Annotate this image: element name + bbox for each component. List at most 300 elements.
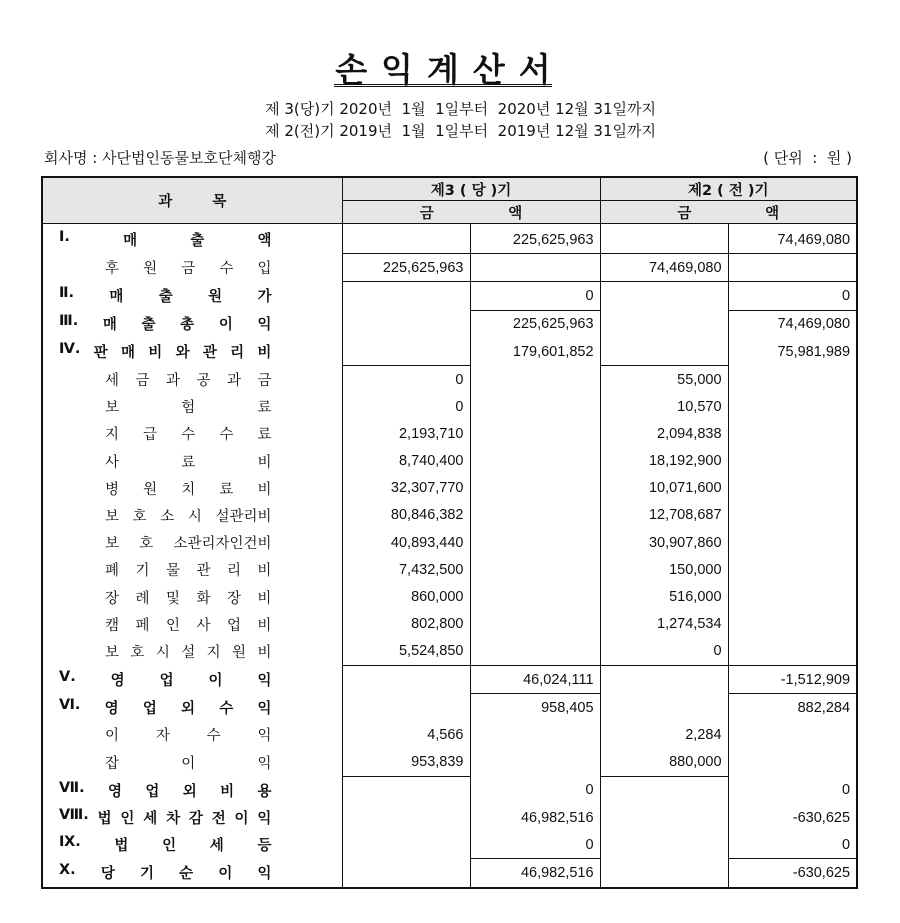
- label-token: 수: [219, 261, 234, 278]
- prior-detail-amount: [600, 310, 728, 338]
- current-detail-amount: 4,566: [342, 721, 470, 748]
- label-token: 폐: [105, 563, 120, 580]
- statement-row: [42, 224, 857, 254]
- label-token: 인: [162, 838, 177, 855]
- label-token: 캠: [105, 617, 120, 634]
- account-title: [49, 780, 336, 801]
- account-title: [49, 313, 336, 334]
- label-token: 수: [206, 728, 221, 745]
- amount-char-2: 액: [765, 205, 780, 222]
- current-total-amount: 46,982,516: [470, 859, 600, 888]
- statement-row: [42, 694, 857, 722]
- header-prior-amount: [600, 201, 857, 224]
- label-token: 수: [219, 427, 234, 444]
- current-detail-amount: [342, 694, 470, 722]
- label-token: 영: [104, 701, 119, 718]
- label-token: 보: [105, 536, 120, 553]
- current-detail-amount: 8,740,400: [342, 448, 470, 475]
- current-detail-amount: 953,839: [342, 749, 470, 777]
- label-token: 관: [196, 563, 211, 580]
- prior-detail-amount: 10,570: [600, 393, 728, 420]
- label-token: 당: [100, 866, 115, 883]
- label-token: 익: [257, 701, 272, 718]
- header-current-period: 제3 ( 당 )기: [342, 177, 600, 201]
- label-token: 등: [257, 838, 272, 855]
- label-token: 호: [139, 536, 154, 553]
- row-label-cell: [42, 583, 342, 610]
- label-token: 업: [145, 783, 160, 800]
- label-token: 비: [257, 617, 272, 634]
- account-subitem: [49, 641, 336, 662]
- account-subitem: [49, 587, 336, 608]
- label-token: 외: [181, 701, 196, 718]
- row-label-cell: [42, 611, 342, 638]
- label-token: 비: [257, 590, 272, 607]
- label-token: 리: [230, 345, 245, 362]
- label-token: Ⅱ.: [59, 285, 75, 302]
- prior-total-amount: [728, 556, 857, 583]
- account-subitem: [49, 614, 336, 635]
- current-total-amount: [470, 475, 600, 502]
- account-subitem: [49, 451, 336, 472]
- statement-row: [42, 556, 857, 583]
- label-token: 세: [209, 838, 224, 855]
- statement-row: [42, 475, 857, 502]
- prior-total-amount: [728, 448, 857, 475]
- label-token: 료: [257, 427, 272, 444]
- label-token: 매: [121, 345, 136, 362]
- label-token: 비: [257, 345, 272, 362]
- current-total-amount: [470, 583, 600, 610]
- label-token: 인: [120, 811, 135, 828]
- current-total-amount: 0: [470, 282, 600, 310]
- current-detail-amount: [342, 310, 470, 338]
- current-detail-amount: 40,893,440: [342, 529, 470, 556]
- label-token: 비: [257, 645, 272, 662]
- amount-char-1: 금: [419, 205, 434, 222]
- prior-total-amount: -630,625: [728, 804, 857, 831]
- current-detail-amount: [342, 224, 470, 254]
- label-token: 익: [257, 317, 272, 334]
- prior-detail-amount: [600, 694, 728, 722]
- account-title: [49, 285, 336, 306]
- label-token: 수: [219, 701, 234, 718]
- current-detail-amount: [342, 282, 470, 310]
- label-token: 순: [179, 866, 194, 883]
- label-token: 사: [105, 454, 120, 471]
- current-detail-amount: [342, 859, 470, 888]
- label-token: 보: [105, 645, 120, 662]
- current-total-amount: 0: [470, 776, 600, 804]
- statement-row: [42, 721, 857, 748]
- label-token: 기: [140, 866, 155, 883]
- label-token: 액: [257, 233, 272, 250]
- account-title: [49, 229, 336, 250]
- label-token: 영: [107, 783, 122, 800]
- label-token: 사: [196, 617, 211, 634]
- current-total-amount: [470, 502, 600, 529]
- current-total-amount: [470, 721, 600, 748]
- label-token: 호: [132, 508, 147, 525]
- label-token: Ⅳ.: [59, 341, 81, 358]
- current-total-amount: [470, 556, 600, 583]
- label-token: 매: [123, 233, 138, 250]
- current-total-amount: [470, 749, 600, 777]
- label-token: 비: [257, 481, 272, 498]
- account-subitem: [49, 559, 336, 580]
- label-token: 매: [109, 289, 124, 306]
- label-token: 수: [181, 427, 196, 444]
- company-name: 회사명 : 사단법인동물보호단체행강: [44, 149, 276, 167]
- prior-total-amount: [728, 254, 857, 282]
- row-label-cell: [42, 831, 342, 859]
- account-subitem: [49, 257, 336, 278]
- label-token: 이: [181, 755, 196, 772]
- label-token: 이: [218, 317, 233, 334]
- statement-row: [42, 749, 857, 777]
- statement-row: [42, 393, 857, 420]
- header-prior-period: 제2 ( 전 )기: [600, 177, 857, 201]
- current-detail-amount: 0: [342, 393, 470, 420]
- label-token: 용: [257, 783, 272, 800]
- label-token: 치: [181, 481, 196, 498]
- label-token: 매: [102, 317, 117, 334]
- label-token: 지: [105, 427, 120, 444]
- label-token: Ⅵ.: [59, 697, 81, 714]
- row-label-cell: [42, 254, 342, 282]
- row-label-cell: [42, 749, 342, 777]
- label-token: 비: [257, 454, 272, 471]
- current-detail-amount: 860,000: [342, 583, 470, 610]
- label-token: 이: [208, 673, 223, 690]
- prior-total-amount: [728, 420, 857, 447]
- current-total-amount: 225,625,963: [470, 224, 600, 254]
- statement-row: [42, 529, 857, 556]
- label-token: 물: [165, 563, 180, 580]
- label-token: 시: [187, 508, 202, 525]
- account-title: [49, 341, 336, 362]
- prior-detail-amount: [600, 666, 728, 694]
- account-subitem: [49, 505, 336, 526]
- prior-detail-amount: 150,000: [600, 556, 728, 583]
- prior-detail-amount: 12,708,687: [600, 502, 728, 529]
- account-subitem: [49, 752, 336, 773]
- label-token: 원: [232, 645, 247, 662]
- current-total-amount: 46,024,111: [470, 666, 600, 694]
- current-total-amount: [470, 529, 600, 556]
- label-token: 업: [159, 673, 174, 690]
- label-token: 비: [148, 345, 163, 362]
- row-label-cell: [42, 804, 342, 831]
- label-token: 급: [143, 427, 158, 444]
- label-token: 례: [135, 590, 150, 607]
- income-statement-table: [41, 176, 858, 889]
- prior-total-amount: -1,512,909: [728, 666, 857, 694]
- account-title: [49, 862, 336, 883]
- statement-row: [42, 666, 857, 694]
- statement-row: [42, 254, 857, 282]
- statement-row: [42, 776, 857, 804]
- label-token: 료: [181, 454, 196, 471]
- label-token: 이: [105, 728, 120, 745]
- current-total-amount: 958,405: [470, 694, 600, 722]
- row-label-cell: [42, 475, 342, 502]
- current-total-amount: [470, 420, 600, 447]
- label-token: 장: [226, 590, 241, 607]
- statement-row: [42, 448, 857, 475]
- current-detail-amount: [342, 338, 470, 366]
- label-token: Ⅶ.: [59, 779, 85, 796]
- label-token: 영: [110, 673, 125, 690]
- row-label-cell: [42, 666, 342, 694]
- current-detail-amount: 7,432,500: [342, 556, 470, 583]
- prior-total-amount: 74,469,080: [728, 224, 857, 254]
- current-detail-amount: 5,524,850: [342, 638, 470, 666]
- label-token: 화: [196, 590, 211, 607]
- current-total-amount: 46,982,516: [470, 804, 600, 831]
- label-token: 세: [143, 811, 158, 828]
- prior-total-amount: [728, 583, 857, 610]
- label-token: Ⅴ.: [59, 669, 76, 686]
- label-token: Ⅷ.: [59, 807, 89, 824]
- prior-detail-amount: 880,000: [600, 749, 728, 777]
- label-token: 법: [114, 838, 129, 855]
- label-token: Ⅸ.: [59, 834, 81, 851]
- account-title: [49, 834, 336, 855]
- account-title: [49, 807, 336, 828]
- label-token: 전: [211, 811, 226, 828]
- current-detail-amount: [342, 804, 470, 831]
- statement-row: [42, 583, 857, 610]
- label-token: Ⅹ.: [59, 862, 76, 879]
- row-label-cell: [42, 638, 342, 666]
- period-prior: 제 2(전)기 2019년 1월 1일부터 2019년 12월 31일까지: [265, 122, 656, 140]
- prior-detail-amount: [600, 859, 728, 888]
- current-total-amount: 179,601,852: [470, 338, 600, 366]
- row-label-cell: [42, 859, 342, 888]
- prior-detail-amount: [600, 224, 728, 254]
- label-token: 공: [196, 372, 211, 389]
- current-total-amount: [470, 638, 600, 666]
- label-token: 업: [142, 701, 157, 718]
- account-title: [49, 669, 336, 690]
- statement-row: [42, 611, 857, 638]
- label-token: 익: [257, 728, 272, 745]
- label-token: 외: [182, 783, 197, 800]
- header-current-amount: [342, 201, 600, 224]
- prior-detail-amount: 10,071,600: [600, 475, 728, 502]
- prior-detail-amount: [600, 804, 728, 831]
- prior-total-amount: [728, 529, 857, 556]
- label-token: 금: [257, 372, 272, 389]
- amount-char-2: 액: [508, 205, 523, 222]
- label-token: 지: [206, 645, 221, 662]
- prior-detail-amount: 2,094,838: [600, 420, 728, 447]
- label-token: 설관리비: [215, 508, 272, 525]
- row-label-cell: [42, 529, 342, 556]
- current-total-amount: [470, 254, 600, 282]
- prior-total-amount: 75,981,989: [728, 338, 857, 366]
- prior-total-amount: [728, 638, 857, 666]
- label-token: 자: [155, 728, 170, 745]
- row-label-cell: [42, 420, 342, 447]
- label-token: 관: [202, 345, 217, 362]
- prior-total-amount: [728, 611, 857, 638]
- label-token: 소관리자인건비: [173, 536, 272, 553]
- label-token: 출: [190, 233, 205, 250]
- account-subitem: [49, 478, 336, 499]
- account-subitem: [49, 423, 336, 444]
- label-token: 원: [208, 289, 223, 306]
- statement-row: [42, 859, 857, 888]
- account-title: [49, 697, 336, 718]
- label-token: 원: [143, 481, 158, 498]
- prior-total-amount: 0: [728, 776, 857, 804]
- period-current: 제 3(당)기 2020년 1월 1일부터 2020년 12월 31일까지: [265, 100, 656, 118]
- label-token: 총: [180, 317, 195, 334]
- prior-total-amount: 0: [728, 831, 857, 859]
- label-token: 잡: [105, 755, 120, 772]
- current-total-amount: [470, 365, 600, 393]
- prior-total-amount: [728, 502, 857, 529]
- label-token: 료: [257, 400, 272, 417]
- prior-total-amount: 74,469,080: [728, 310, 857, 338]
- prior-detail-amount: 516,000: [600, 583, 728, 610]
- prior-detail-amount: 1,274,534: [600, 611, 728, 638]
- label-token: 감: [188, 811, 203, 828]
- row-label-cell: [42, 224, 342, 254]
- prior-detail-amount: 18,192,900: [600, 448, 728, 475]
- current-detail-amount: 0: [342, 365, 470, 393]
- current-detail-amount: 2,193,710: [342, 420, 470, 447]
- prior-detail-amount: 55,000: [600, 365, 728, 393]
- statement-row: [42, 338, 857, 366]
- label-token: 금: [135, 372, 150, 389]
- label-token: 원: [143, 261, 158, 278]
- label-token: 법: [97, 811, 112, 828]
- label-token: 익: [257, 811, 272, 828]
- label-token: 보: [105, 400, 120, 417]
- prior-detail-amount: [600, 338, 728, 366]
- prior-total-amount: -630,625: [728, 859, 857, 888]
- label-token: 와: [175, 345, 190, 362]
- label-token: 인: [165, 617, 180, 634]
- label-token: 출: [141, 317, 156, 334]
- current-total-amount: [470, 611, 600, 638]
- label-token: 판: [93, 345, 108, 362]
- current-total-amount: [470, 448, 600, 475]
- label-token: 출: [158, 289, 173, 306]
- row-label-cell: [42, 282, 342, 310]
- label-token: 설: [181, 645, 196, 662]
- label-token: 보: [105, 508, 120, 525]
- label-token: 비: [257, 563, 272, 580]
- label-token: 소: [160, 508, 175, 525]
- label-token: 호: [130, 645, 145, 662]
- label-token: 장: [105, 590, 120, 607]
- label-token: 병: [105, 481, 120, 498]
- row-label-cell: [42, 502, 342, 529]
- prior-total-amount: [728, 393, 857, 420]
- prior-detail-amount: [600, 282, 728, 310]
- label-token: 시: [155, 645, 170, 662]
- row-label-cell: [42, 776, 342, 804]
- prior-total-amount: [728, 475, 857, 502]
- row-label-cell: [42, 338, 342, 366]
- prior-detail-amount: 30,907,860: [600, 529, 728, 556]
- account-subitem: [49, 532, 336, 553]
- title-double-underline: [334, 84, 552, 87]
- prior-detail-amount: 2,284: [600, 721, 728, 748]
- header-subject: 과목: [42, 177, 342, 224]
- label-token: 페: [135, 617, 150, 634]
- label-token: 차: [166, 811, 181, 828]
- current-detail-amount: 225,625,963: [342, 254, 470, 282]
- prior-detail-amount: [600, 831, 728, 859]
- current-detail-amount: [342, 666, 470, 694]
- row-label-cell: [42, 556, 342, 583]
- label-token: 및: [165, 590, 180, 607]
- prior-detail-amount: 0: [600, 638, 728, 666]
- unit-label: ( 단위 : 원 ): [763, 149, 852, 167]
- label-token: 입: [257, 261, 272, 278]
- label-token: 과: [165, 372, 180, 389]
- label-token: 료: [219, 481, 234, 498]
- account-subitem: [49, 724, 336, 745]
- label-token: 이: [218, 866, 233, 883]
- current-total-amount: 225,625,963: [470, 310, 600, 338]
- current-total-amount: 0: [470, 831, 600, 859]
- statement-row: [42, 502, 857, 529]
- document-title: 손익계산서: [335, 50, 565, 89]
- current-detail-amount: [342, 831, 470, 859]
- current-detail-amount: [342, 776, 470, 804]
- statement-row: [42, 365, 857, 393]
- account-subitem: [49, 369, 336, 390]
- prior-total-amount: [728, 365, 857, 393]
- row-label-cell: [42, 310, 342, 338]
- statement-row: [42, 804, 857, 831]
- statement-row: [42, 282, 857, 310]
- label-token: 업: [226, 617, 241, 634]
- label-token: 기: [135, 563, 150, 580]
- prior-total-amount: 882,284: [728, 694, 857, 722]
- label-token: Ⅲ.: [59, 313, 79, 330]
- prior-detail-amount: 74,469,080: [600, 254, 728, 282]
- label-token: 험: [181, 400, 196, 417]
- prior-detail-amount: [600, 776, 728, 804]
- label-token: 금: [181, 261, 196, 278]
- label-token: 후: [105, 261, 120, 278]
- statement-row: [42, 638, 857, 666]
- label-token: 리: [226, 563, 241, 580]
- statement-row: [42, 831, 857, 859]
- amount-char-1: 금: [677, 205, 692, 222]
- current-detail-amount: 32,307,770: [342, 475, 470, 502]
- row-label-cell: [42, 694, 342, 722]
- label-token: 세: [105, 372, 120, 389]
- label-token: 비: [220, 783, 235, 800]
- row-label-cell: [42, 365, 342, 393]
- label-token: 이: [234, 811, 249, 828]
- label-token: 과: [226, 372, 241, 389]
- prior-total-amount: [728, 749, 857, 777]
- account-subitem: [49, 396, 336, 417]
- label-token: 가: [257, 289, 272, 306]
- prior-total-amount: [728, 721, 857, 748]
- statement-row: [42, 420, 857, 447]
- label-token: 익: [257, 673, 272, 690]
